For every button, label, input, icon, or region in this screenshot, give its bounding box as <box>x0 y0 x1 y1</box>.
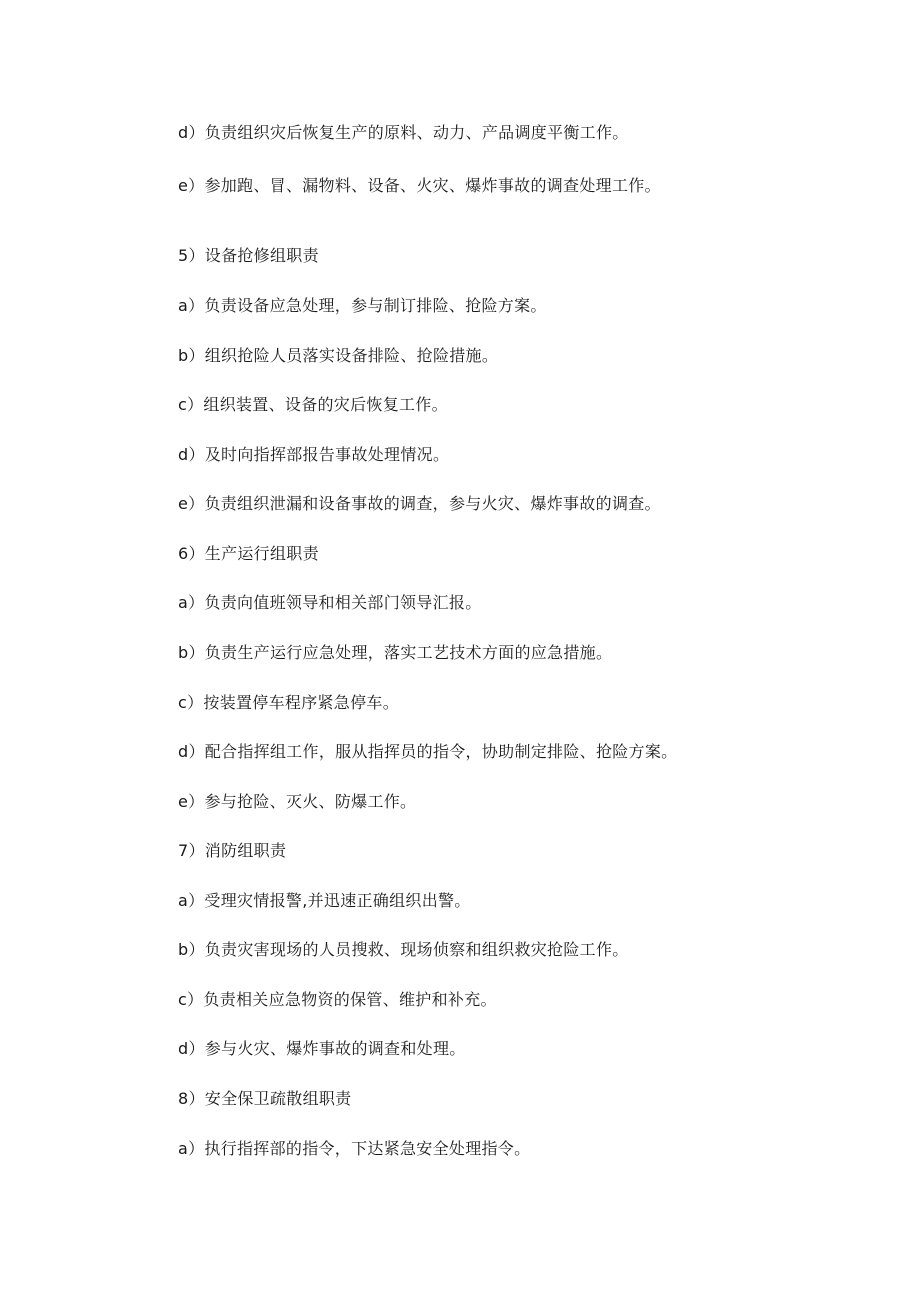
text-line: a）执行指挥部的指令，下达紧急安全处理指令。 <box>178 1139 531 1158</box>
section-heading: 7）消防组职责 <box>178 841 287 860</box>
text-line: a）负责向值班领导和相关部门领导汇报。 <box>178 593 482 612</box>
text-line: d）及时向指挥部报告事故处理情况。 <box>178 445 450 464</box>
text-line: a）负责设备应急处理，参与制订排险、抢险方案。 <box>178 296 547 315</box>
text-line: a）受理灾情报警,并迅速正确组织出警。 <box>178 891 471 910</box>
text-line: e）参加跑、冒、漏物料、设备、火灾、爆炸事故的调查处理工作。 <box>178 176 661 195</box>
text-line: b）组织抢险人员落实设备排险、抢险措施。 <box>178 346 499 365</box>
text-line: b）负责生产运行应急处理，落实工艺技术方面的应急措施。 <box>178 643 613 662</box>
text-line: c）按装置停车程序紧急停车。 <box>178 693 399 712</box>
text-line: b）负责灾害现场的人员搜救、现场侦察和组织救灾抢险工作。 <box>178 940 629 959</box>
text-line: e）负责组织泄漏和设备事故的调查，参与火灾、爆炸事故的调查。 <box>178 494 661 513</box>
section-heading: 8）安全保卫疏散组职责 <box>178 1089 352 1108</box>
section-heading: 6）生产运行组职责 <box>178 544 319 563</box>
text-line: c）负责相关应急物资的保管、维护和补充。 <box>178 990 497 1009</box>
text-line: d）配合指挥组工作，服从指挥员的指令，协助制定排险、抢险方案。 <box>178 742 678 761</box>
section-heading: 5）设备抢修组职责 <box>178 246 319 265</box>
text-line: d）负责组织灾后恢复生产的原料、动力、产品调度平衡工作。 <box>178 123 629 142</box>
text-line: d）参与火灾、爆炸事故的调查和处理。 <box>178 1039 466 1058</box>
text-line: c）组织装置、设备的灾后恢复工作。 <box>178 395 448 414</box>
text-line: e）参与抢险、灭火、防爆工作。 <box>178 792 417 811</box>
